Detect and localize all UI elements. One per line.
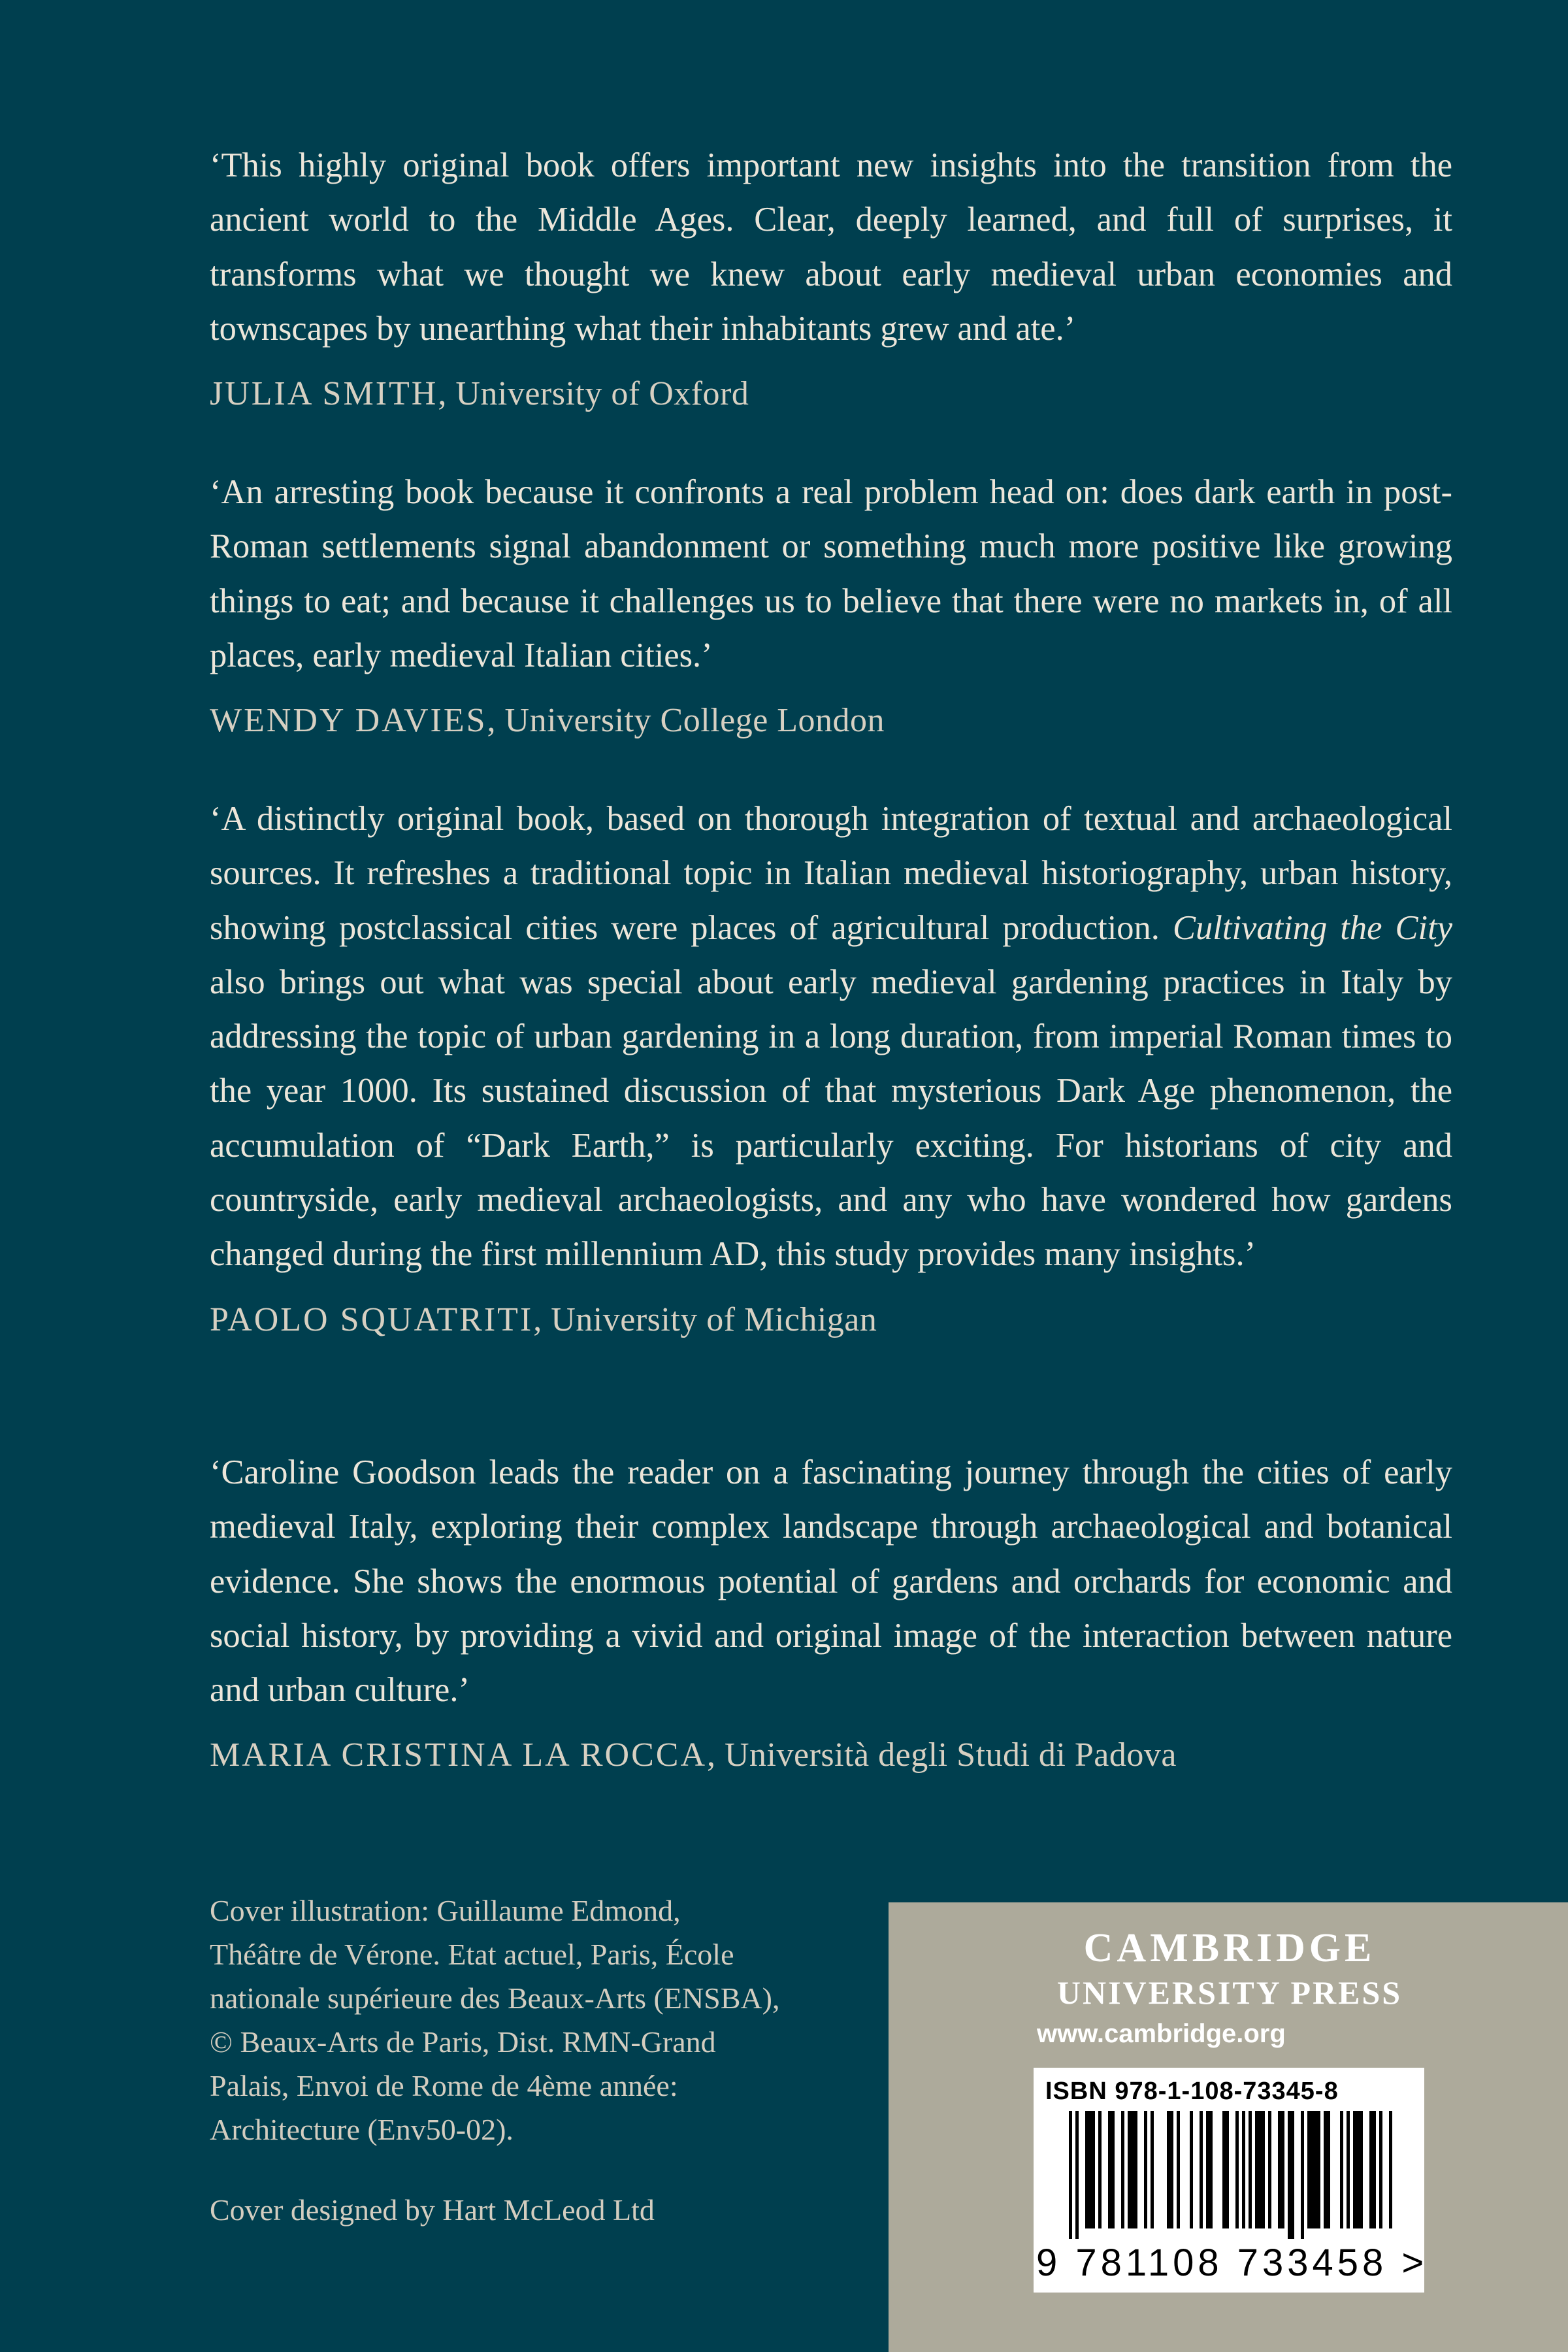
endorsement-text: ‘This highly original book offers important new insights into the transition from the ancient world to the Middle Ages. Clear, deeply learned, and full of surprises, it transforms what we thought we knew about early medieval urban economies and townscapes by unearthing what their inhabitants grew and ate.’ bbox=[210, 146, 1452, 348]
barcode-bar bbox=[1190, 2111, 1193, 2228]
barcode-bar bbox=[1389, 2111, 1392, 2228]
barcode-bar bbox=[1235, 2111, 1239, 2228]
endorsement-attribution bbox=[210, 374, 1452, 414]
publisher-logo-name: CAMBRIDGE bbox=[1083, 1926, 1376, 1970]
endorser-affiliation: , University of Oxford bbox=[438, 375, 749, 413]
credit-line: nationale supérieure des Beaux-Arts (ENSBA), bbox=[210, 1981, 780, 2015]
endorsement-text-part: also brings out what was special about early medieval gardening practices in Italy by addressing the topic of urban gardening in a long duration, from imperial Roman times to the year 1000. Its sustained discussion of that mysterious Dark Age phenomenon, the accumulation of “Dark Earth,” is particularly exciting. For historians of city and countryside, early medieval archaeologists, and any who have wondered how gardens changed during the first millennium AD, this study provides many insights.’ bbox=[210, 963, 1452, 1274]
barcode-bar bbox=[1347, 2111, 1350, 2228]
barcode-bar bbox=[1151, 2111, 1154, 2228]
barcode-bar bbox=[1075, 2111, 1079, 2239]
barcode-bar bbox=[1200, 2111, 1203, 2228]
endorsement-attribution bbox=[210, 1300, 1452, 1340]
endorsement-text bbox=[210, 792, 1452, 1282]
endorsement-text: ‘Caroline Goodson leads the reader on a fascinating journey through the cities of early medieval Italy, exploring their complex landscape through archaeological and botanical evidence. She shows the enormous potential of gardens and orchards for economic and social history, by providing a vivid and original image of the interaction between nature and urban culture.’ bbox=[210, 1453, 1452, 1710]
endorser-name: JULIA SMITH bbox=[210, 375, 438, 413]
barcode-bar bbox=[1167, 2111, 1173, 2228]
ean-digits: 9 781108 733458 > bbox=[1036, 2242, 1428, 2284]
barcode-bar bbox=[1369, 2111, 1376, 2228]
publisher-panel bbox=[889, 1902, 1568, 2352]
barcode-bar bbox=[1222, 2111, 1229, 2228]
barcode-bar bbox=[1307, 2111, 1320, 2228]
barcode-bar bbox=[1278, 2111, 1284, 2228]
isbn-barcode bbox=[1034, 2068, 1428, 2293]
credit-line: Architecture (Env50-02). bbox=[210, 2113, 514, 2146]
cover-designer-credit: Cover designed by Hart McLeod Ltd bbox=[210, 2193, 655, 2227]
endorser-name: WENDY DAVIES bbox=[210, 702, 487, 740]
credit-line: Palais, Envoi de Rome de 4ème année: bbox=[210, 2069, 678, 2102]
cover-illustration-credits bbox=[210, 1889, 837, 2151]
barcode-bar bbox=[1144, 2111, 1147, 2228]
isbn-label: ISBN 978-1-108-73345-8 bbox=[1045, 2078, 1339, 2105]
barcode-bar bbox=[1249, 2111, 1252, 2228]
endorser-name: PAOLO SQUATRITI bbox=[210, 1300, 534, 1338]
credit-line: © Beaux-Arts de Paris, Dist. RMN-Grand bbox=[210, 2025, 716, 2059]
endorser-affiliation: , University of Michigan bbox=[533, 1300, 877, 1338]
endorsement-text: ‘An arresting book because it confronts a real problem head on: does dark earth in post-Roman settlements signal abandonment or something much more positive like growing things to eat; and because it challenges us to believe that there were no markets in, of all places, early medieval Italian cities.’ bbox=[210, 473, 1452, 674]
endorsement-text-part: ‘A distinctly original book, based on thorough integration of textual and archaeological sources. It refreshes a traditional topic in Italian medieval historiography, urban history, showing postclassical cities were places of agricultural production. bbox=[210, 800, 1452, 947]
book-title-italic: Cultivating the City bbox=[1173, 908, 1452, 947]
barcode-bar bbox=[1268, 2111, 1271, 2228]
barcode-bar bbox=[1288, 2111, 1294, 2239]
barcode-bar bbox=[1255, 2111, 1265, 2228]
barcode-bar bbox=[1242, 2111, 1245, 2228]
endorsement-3 bbox=[210, 792, 1452, 1340]
endorsement-attribution bbox=[210, 1736, 1452, 1775]
barcode-bar bbox=[1069, 2111, 1072, 2239]
barcode-bar bbox=[1353, 2111, 1363, 2228]
credit-line: Théâtre de Vérone. Etat actuel, Paris, École bbox=[210, 1938, 734, 1971]
publisher-logo-press: UNIVERSITY PRESS bbox=[1056, 1974, 1403, 2011]
credit-line: Cover illustration: Guillaume Edmond, bbox=[210, 1894, 681, 1927]
barcode-bar bbox=[1379, 2111, 1382, 2228]
endorsement-attribution bbox=[210, 701, 1452, 740]
barcode-bar bbox=[1177, 2111, 1180, 2228]
barcode-bars bbox=[1045, 2111, 1411, 2239]
barcode-bar bbox=[1128, 2111, 1137, 2228]
barcode-bar bbox=[1301, 2111, 1304, 2239]
endorsement-2 bbox=[210, 465, 1452, 740]
endorsement-4 bbox=[210, 1446, 1452, 1775]
barcode-bar bbox=[1324, 2111, 1330, 2228]
barcode-bar bbox=[1121, 2111, 1124, 2228]
barcode-bar bbox=[1098, 2111, 1102, 2228]
publisher-website: www.cambridge.org bbox=[1037, 2019, 1286, 2048]
endorser-affiliation: , University College London bbox=[487, 702, 885, 740]
barcode-bar bbox=[1206, 2111, 1213, 2228]
endorser-affiliation: , Università degli Studi di Padova bbox=[707, 1736, 1177, 1774]
barcode-bar bbox=[1085, 2111, 1095, 2228]
barcode-bar bbox=[1108, 2111, 1115, 2228]
endorsement-1 bbox=[210, 139, 1452, 414]
endorser-name: MARIA CRISTINA LA ROCCA bbox=[210, 1736, 707, 1774]
barcode-bar bbox=[1340, 2111, 1343, 2228]
